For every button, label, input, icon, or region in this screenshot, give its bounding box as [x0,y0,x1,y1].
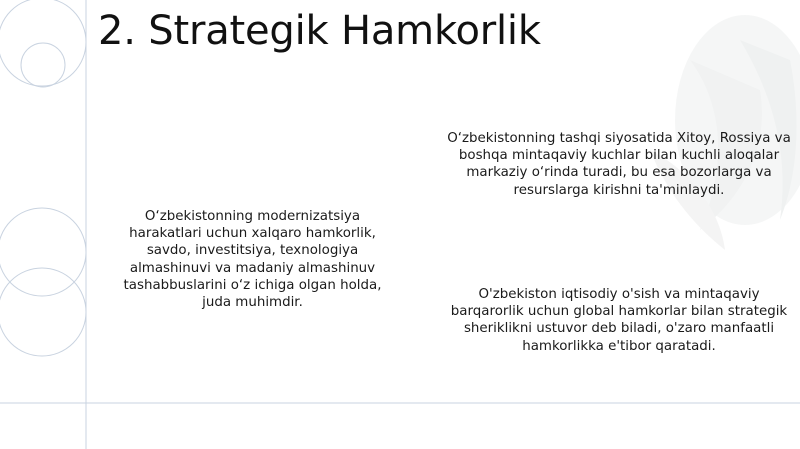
right-paragraph-bottom: O'zbekiston iqtisodiy o'sish va mintaqaviy barqarorlik uchun global hamkorlar bilan strategik sheriklikni ustuvor deb biladi, o'zaro manfaatli hamkorlikka e'tibor qaratadi. [450,287,788,354]
decor-circle-left-1 [0,208,86,296]
decor-circle-left-2 [0,268,86,356]
decor-circle-small [21,43,65,87]
right-paragraph-top: O‘zbekistonning tashqi siyosatida Xitoy, Rossiya va boshqa mintaqaviy kuchlar bilan kuchli aloqalar markaziy o‘rinda turadi, bu esa bozorlarga va resurslarga kirishni ta'minlaydi. [447,131,791,198]
left-paragraph: O‘zbekistonning modernizatsiya harakatlari uchun xalqaro hamkorlik, savdo, investitsiya, texnologiya almashinuvi va madaniy almashinuv tashabbuslarini o‘z ichiga olgan holda, juda muhimdir. [123,209,382,311]
slide-title: 2. Strategik Hamkorlik [98,8,541,54]
